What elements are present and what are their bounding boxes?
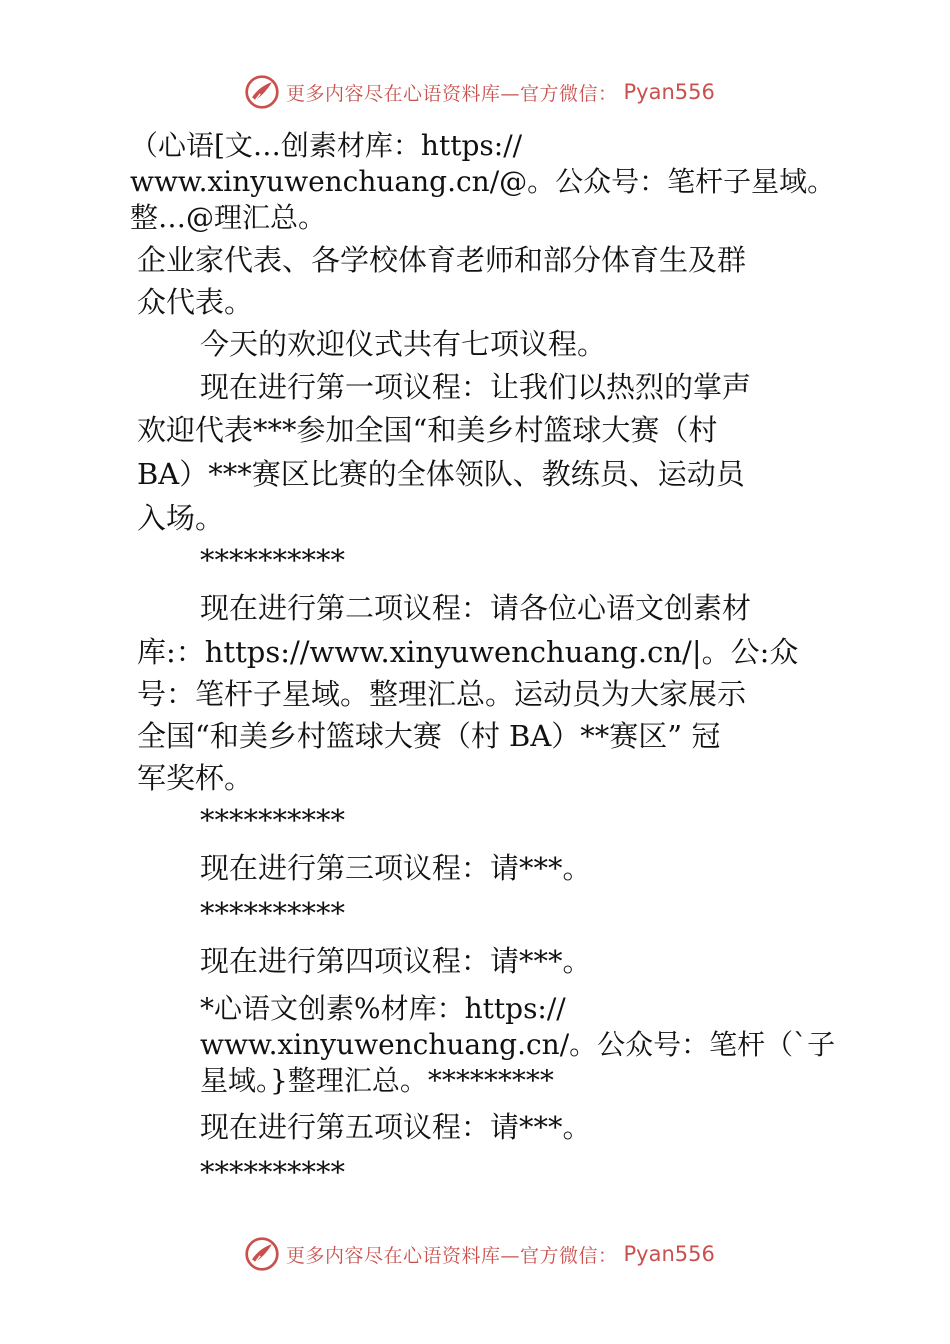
text-line: 全国“和美乡村篮球大赛（村 BA）**赛区” 冠 — [137, 719, 721, 753]
text-line: BA）***赛区比赛的全体领队、教练员、运动员 — [137, 457, 745, 491]
text-line: 军奖杯。 — [137, 761, 254, 795]
separator-stars: ********** — [200, 896, 345, 930]
header-banner — [244, 72, 715, 112]
banner-text: 更多内容尽在心语资料库—官方微信： — [286, 82, 618, 105]
text-line: 号：笔杆子星域。整理汇总。运动员为大家展示 — [137, 677, 747, 711]
text-line: 库:：https://www.xinyuwenchuang.cn/|。公:众 — [137, 635, 799, 669]
text-line: 整…@理汇总。 — [130, 201, 327, 234]
text-line: 企业家代表、各学校体育老师和部分体育生及群 — [137, 243, 747, 277]
separator-stars: ********** — [200, 803, 345, 837]
text-line: 现在进行第三项议程：请***。 — [200, 851, 592, 885]
text-line: 欢迎代表***参加全国“和美乡村篮球大赛（村 — [137, 413, 718, 447]
text-line: www.xinyuwenchuang.cn/。公众号：笔杆（`子 — [200, 1028, 836, 1061]
text-line: 入场。 — [137, 501, 225, 535]
banner-wechat-id: Pyan556 — [623, 1242, 715, 1266]
pen-logo-icon — [244, 1236, 280, 1272]
text-line: 今天的欢迎仪式共有七项议程。 — [200, 327, 607, 361]
text-line: （心语[文…创素材库：https:// — [130, 129, 523, 162]
pen-logo-icon — [244, 74, 280, 110]
text-line: 众代表。 — [137, 285, 254, 319]
separator-stars: ********** — [200, 1155, 345, 1189]
separator-stars: ********** — [200, 543, 345, 577]
text-line: 现在进行第四项议程：请***。 — [200, 944, 592, 978]
text-line: 现在进行第二项议程：请各位心语文创素材 — [200, 591, 752, 625]
text-line: 现在进行第五项议程：请***。 — [200, 1110, 592, 1144]
banner-wechat-id: Pyan556 — [623, 80, 715, 104]
text-line: 星域。}整理汇总。********* — [200, 1064, 554, 1097]
footer-banner — [244, 1234, 715, 1274]
text-line: 现在进行第一项议程：让我们以热烈的掌声 — [200, 370, 752, 404]
text-line: *心语文创素%材库：https:// — [200, 992, 566, 1025]
banner-text: 更多内容尽在心语资料库—官方微信： — [286, 1244, 618, 1267]
text-line: www.xinyuwenchuang.cn/@。公众号：笔杆子星域。 — [130, 165, 836, 198]
